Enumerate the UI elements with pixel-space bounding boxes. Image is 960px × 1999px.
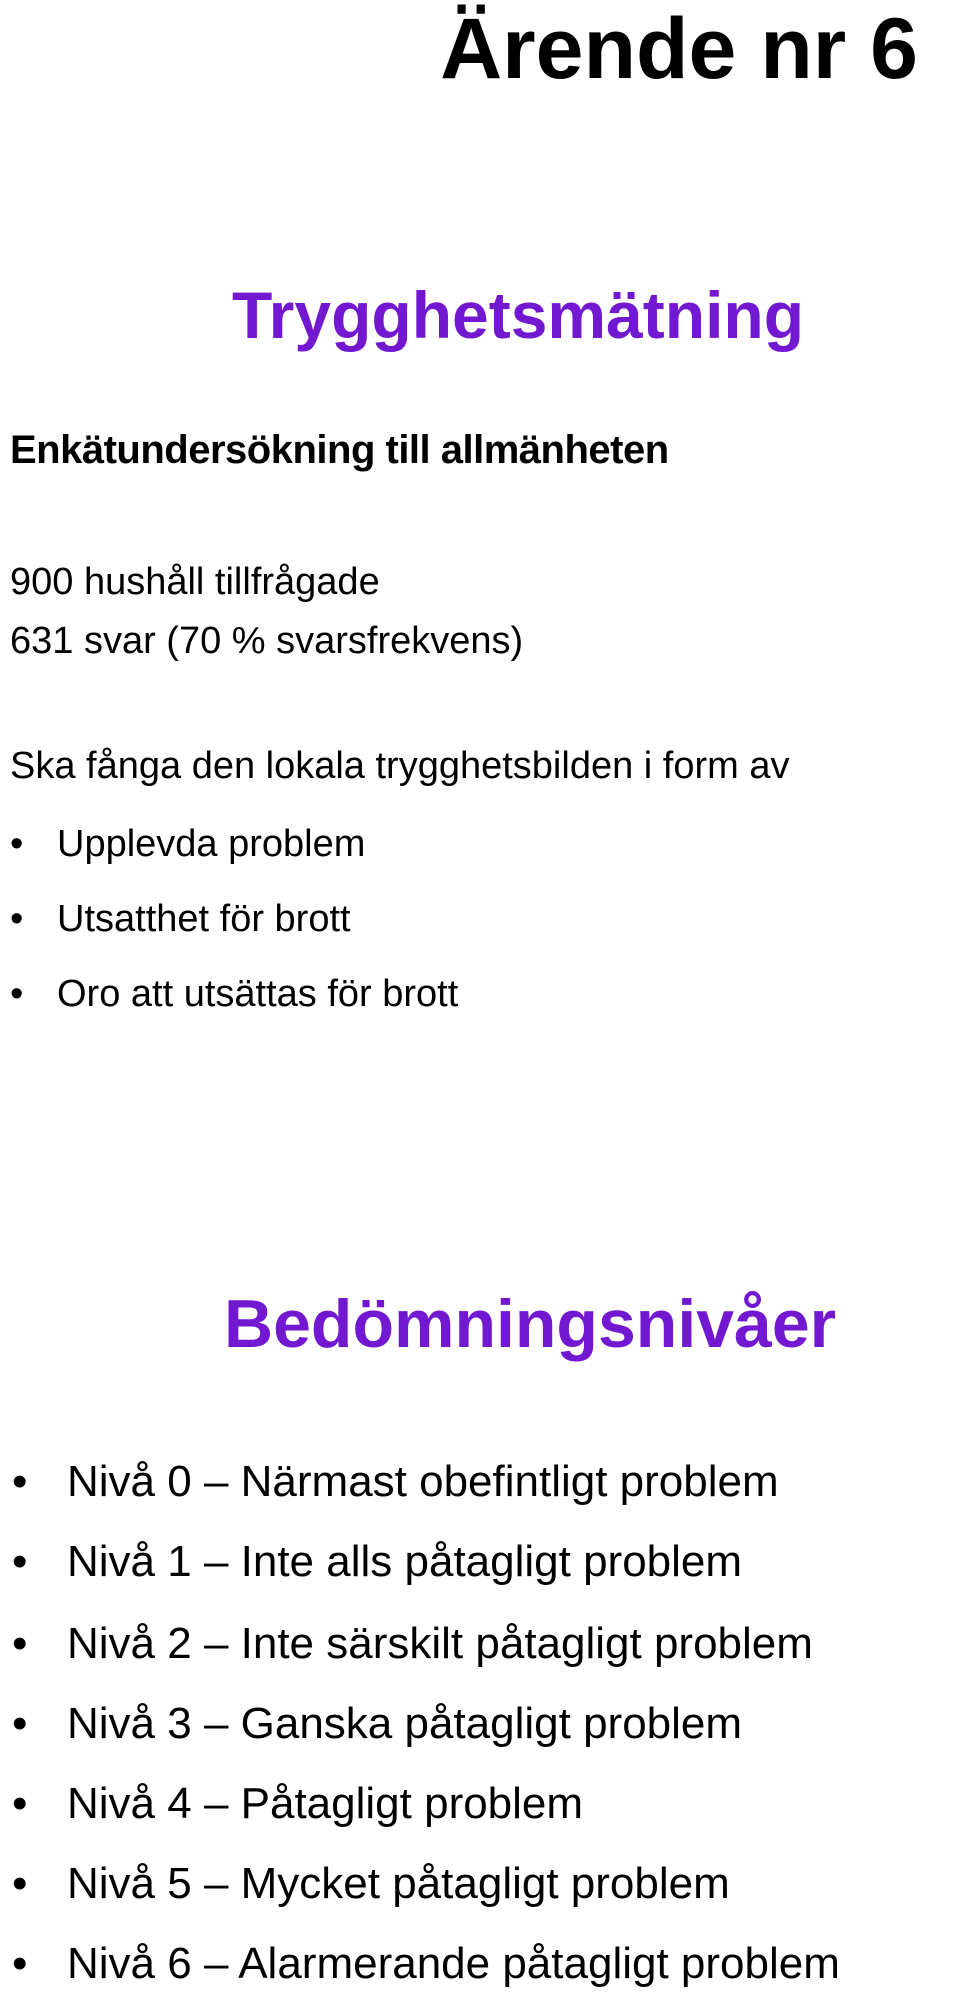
level-text: Nivå 2 – Inte särskilt påtagligt problem (67, 1619, 813, 1668)
survey-intro: Ska fånga den lokala trygghetsbilden i form av (10, 745, 790, 787)
bullet-icon: • (12, 1619, 28, 1668)
bullet-icon: • (12, 1859, 28, 1908)
bullet-icon: • (10, 973, 24, 1015)
level-text: Nivå 5 – Mycket påtagligt problem (67, 1859, 730, 1908)
level-text: Nivå 0 – Närmast obefintligt problem (67, 1457, 779, 1506)
bullet-icon: • (12, 1457, 28, 1506)
list-item-text: Utsatthet för brott (57, 898, 351, 940)
bullet-icon: • (12, 1939, 28, 1988)
level-text: Nivå 6 – Alarmerande påtagligt problem (67, 1939, 840, 1988)
level-text: Nivå 4 – Påtagligt problem (67, 1779, 584, 1828)
bullet-icon: • (10, 823, 24, 865)
stat-responses: 631 svar (70 % svarsfrekvens) (10, 620, 524, 662)
level-text: Nivå 1 – Inte alls påtagligt problem (67, 1537, 743, 1586)
bullet-icon: • (12, 1537, 28, 1586)
section-heading-levels: Bedömningsnivåer (224, 1286, 837, 1362)
list-item-text: Upplevda problem (57, 823, 366, 865)
page-title: Ärende nr 6 (440, 1, 918, 97)
level-text: Nivå 3 – Ganska påtagligt problem (67, 1699, 743, 1748)
list-item-text: Oro att utsättas för brott (57, 973, 459, 1015)
bullet-icon: • (12, 1699, 28, 1748)
survey-subheading: Enkätundersökning till allmänheten (10, 428, 669, 472)
stat-households: 900 hushåll tillfrågade (10, 561, 380, 603)
bullet-icon: • (12, 1779, 28, 1828)
bullet-icon: • (10, 898, 24, 940)
section-heading-survey: Trygghetsmätning (232, 278, 805, 352)
